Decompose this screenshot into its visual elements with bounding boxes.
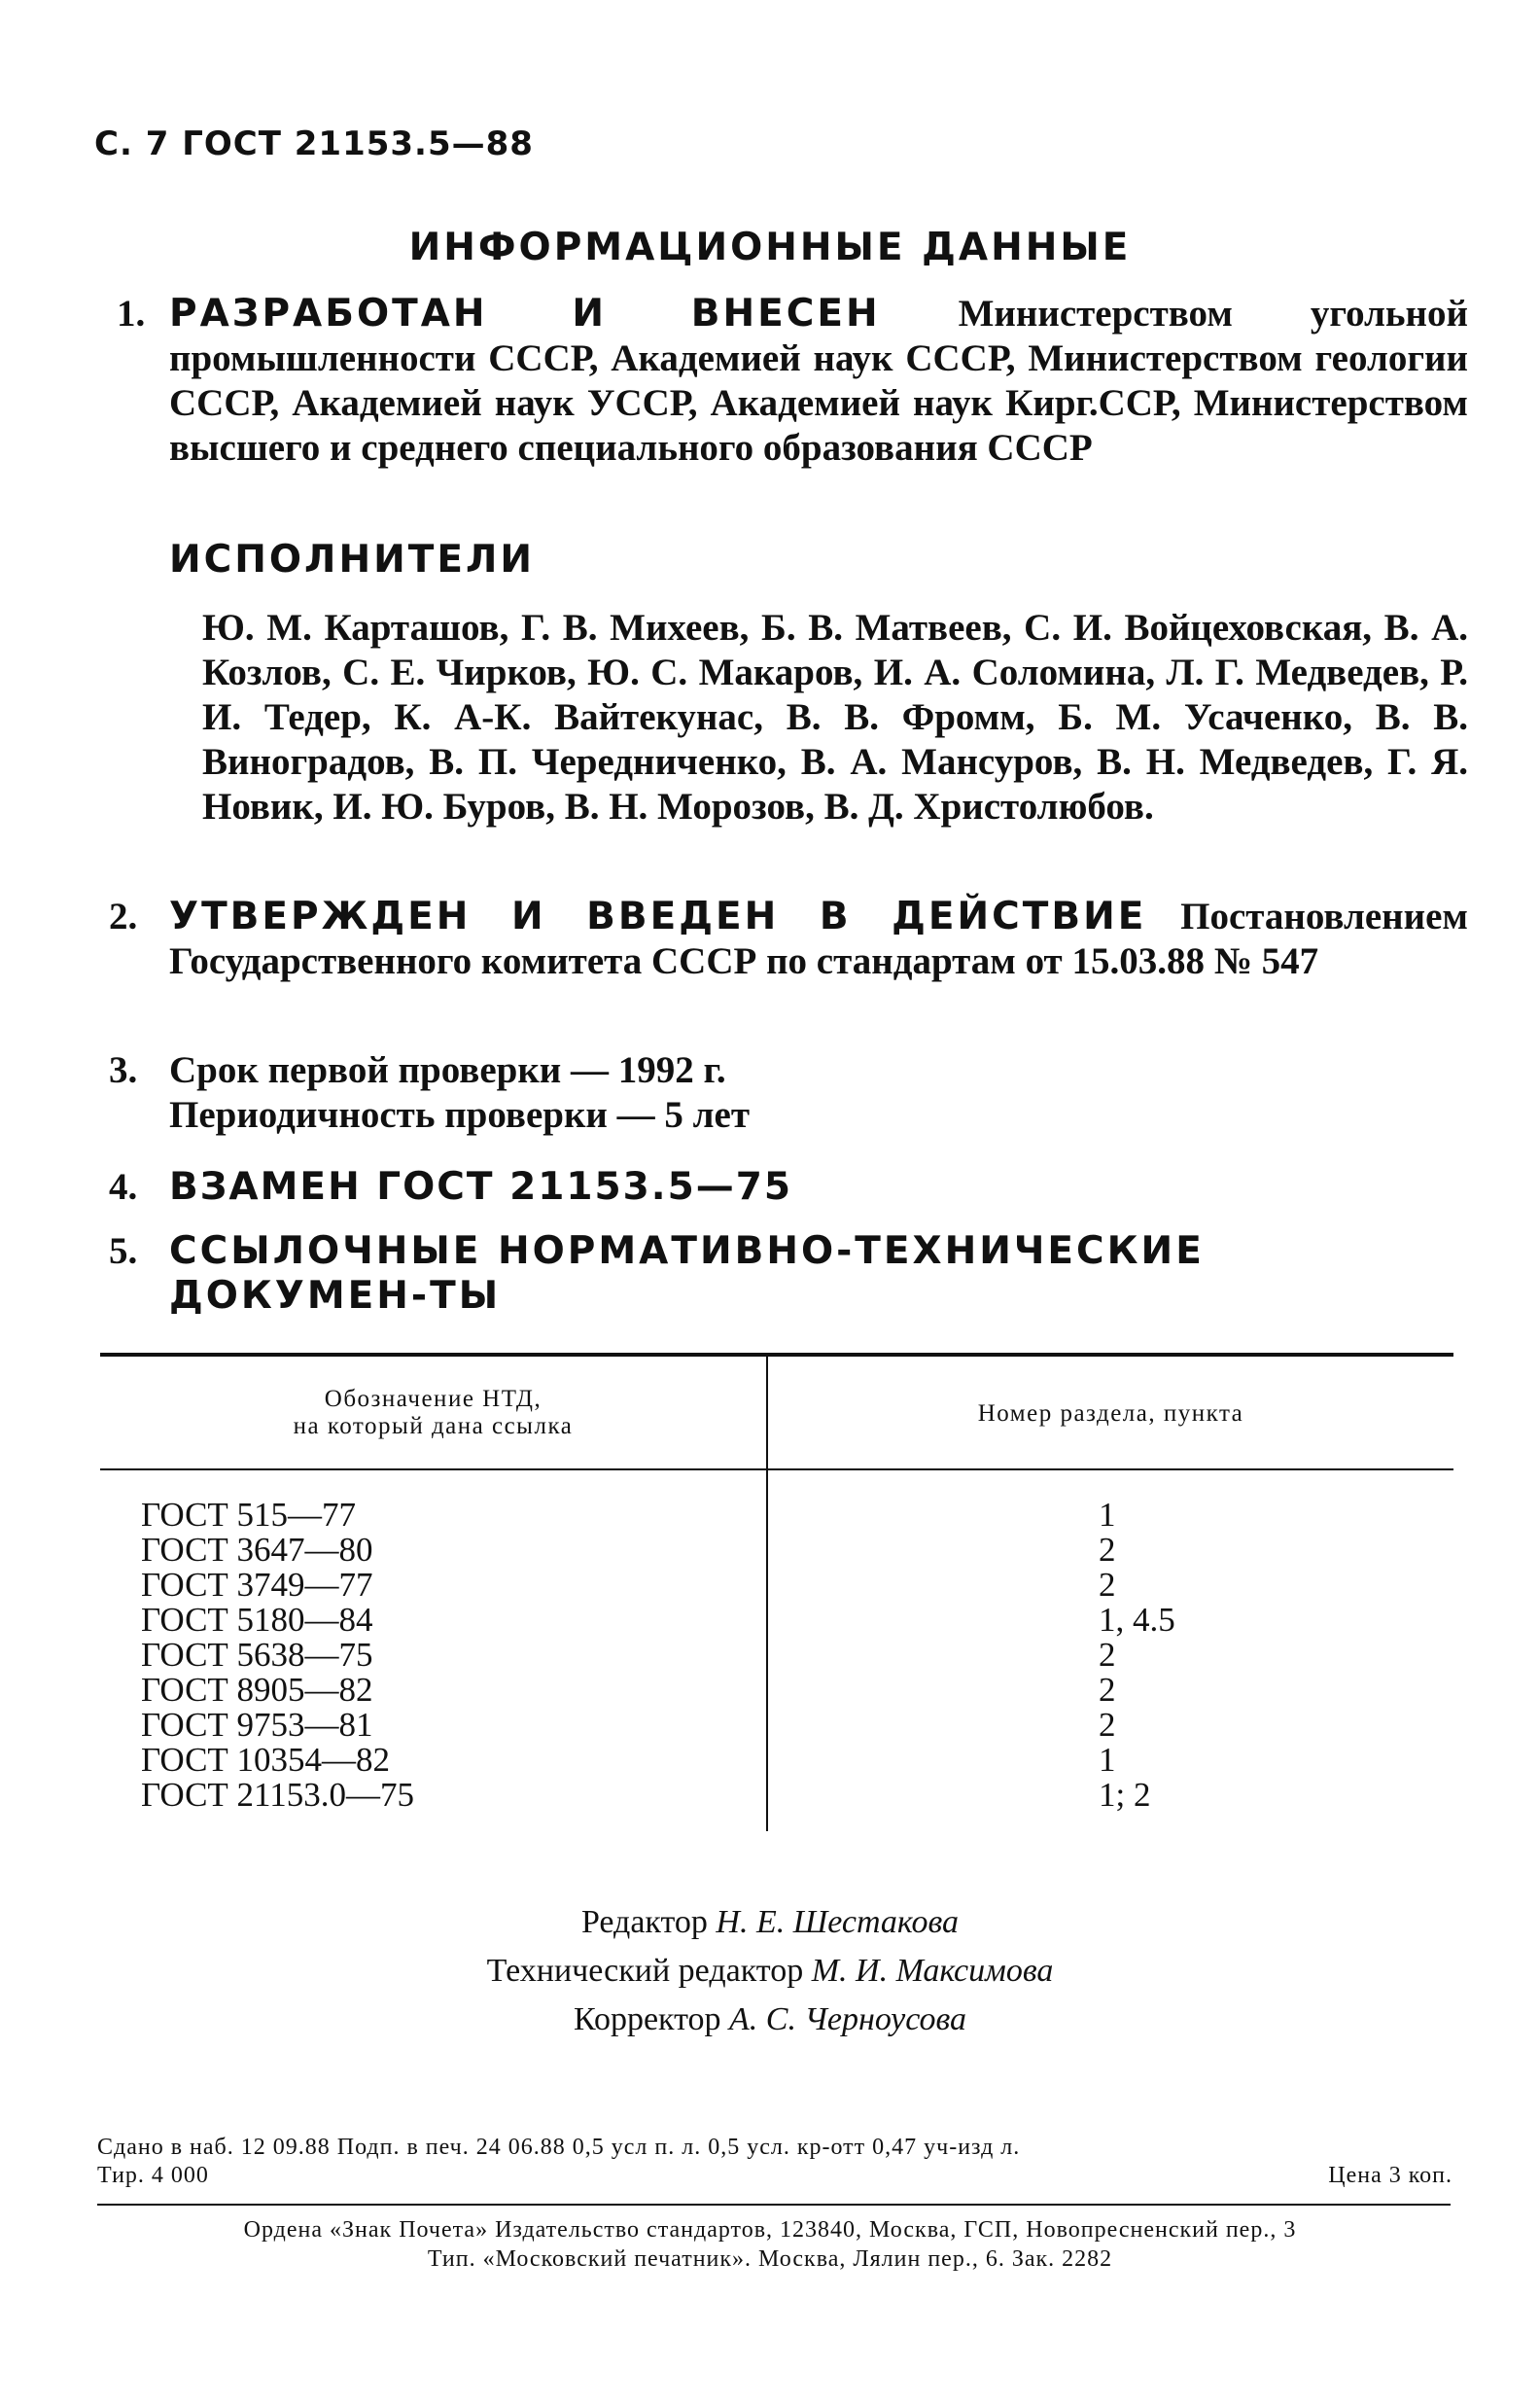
table-cell-doc: ГОСТ 3647—80 xyxy=(141,1531,373,1569)
item-4 xyxy=(109,1165,1468,1210)
table-cell-ref: 1, 4.5 xyxy=(1099,1601,1175,1639)
item-3-line1: Срок первой проверки — 1992 г. xyxy=(169,1049,726,1091)
table-header-doc xyxy=(100,1386,766,1440)
table-cell-ref: 1; 2 xyxy=(1099,1776,1151,1814)
table-cell-doc: ГОСТ 21153.0—75 xyxy=(141,1776,414,1814)
imprint-circulation: Тир. 4 000 xyxy=(97,2163,209,2188)
table-cell-doc: ГОСТ 8905—82 xyxy=(141,1671,373,1709)
item-2 xyxy=(109,895,1468,984)
item-3 xyxy=(109,1048,1468,1138)
table-cell-doc: ГОСТ 10354—82 xyxy=(141,1741,391,1779)
table-cell-ref: 2 xyxy=(1099,1636,1116,1674)
table-cell-ref: 1 xyxy=(1099,1496,1116,1534)
table-cell-ref: 2 xyxy=(1099,1531,1116,1569)
item-1-text: Министерством угольной промышленности СССР, Академией наук СССР, Министерством геологии СССР, Академией наук УССР, Академией наук Кирг.ССР, Министерством высшего и среднего специального образования СССР xyxy=(169,293,1468,469)
item-1-body xyxy=(169,292,1468,471)
table-cell-ref: 2 xyxy=(1099,1566,1116,1604)
item-1-number: 1. xyxy=(117,293,146,335)
item-2-text: Постановлением Государственного комитета СССР по стандартам от 15.03.88 № 547 xyxy=(169,896,1468,982)
item-3-line2: Периодичность проверки — 5 лет xyxy=(169,1094,750,1136)
table-header-rule xyxy=(100,1468,1453,1470)
item-1 xyxy=(117,292,1468,471)
performers-list: Ю. М. Карташов, Г. В. Михеев, Б. В. Матвеев, С. И. Войцеховская, В. А. Козлов, С. Е. Чирков, Ю. С. Макаров, И. А. Соломина, Л. Г. Медведев, Р. И. Тедер, К. А-К. Вайтекунас, В. В. Фромм, Б. М. Усаченко, В. В. Виноградов, В. П. Чередниченко, В. А. Мансуров, В. Н. Медведев, Г. Я. Новик, И. Ю. Буров, В. Н. Морозов, В. Д. Христолюбов. xyxy=(202,607,1468,828)
table-cell-doc: ГОСТ 515—77 xyxy=(141,1496,357,1534)
item-4-number: 4. xyxy=(109,1166,138,1208)
table-cell-ref: 1 xyxy=(1099,1741,1116,1779)
table-header-doc-line1: Обозначение НТД, xyxy=(324,1386,542,1412)
item-5 xyxy=(109,1229,1468,1319)
item-1-lead: РАЗРАБОТАН И ВНЕСЕН xyxy=(169,292,881,336)
credit-name: А. С. Черноусова xyxy=(729,2001,967,2037)
credit-name: Н. Е. Шестакова xyxy=(716,1904,960,1940)
credit-name: М. И. Максимова xyxy=(811,1953,1054,1989)
item-2-lead: УТВЕРЖДЕН И ВВЕДЕН В ДЕЙСТВИЕ xyxy=(169,895,1147,938)
credit-role: Редактор xyxy=(580,1904,708,1940)
page-header: С. 7 ГОСТ 21153.5—88 xyxy=(94,124,534,163)
table-cell-doc: ГОСТ 5180—84 xyxy=(141,1601,373,1639)
publisher-line-1: Ордена «Знак Почета» Издательство стандартов, 123840, Москва, ГСП, Новопресненский пер., 3 xyxy=(243,2217,1297,2243)
table-cell-ref: 2 xyxy=(1099,1706,1116,1744)
item-5-number: 5. xyxy=(109,1230,138,1272)
item-2-body xyxy=(169,895,1468,984)
imprint-divider xyxy=(97,2204,1451,2206)
credits xyxy=(0,1898,1540,2044)
table-top-rule xyxy=(100,1353,1453,1357)
credit-role: Корректор xyxy=(573,2001,721,2037)
item-5-lead: ССЫЛОЧНЫЕ НОРМАТИВНО-ТЕХНИЧЕСКИЕ ДОКУМЕН-ТЫ xyxy=(169,1229,1205,1318)
performers-heading: ИСПОЛНИТЕЛИ xyxy=(169,538,536,582)
table-cell-doc: ГОСТ 3749—77 xyxy=(141,1566,373,1604)
table-header-ref: Номер раздела, пункта xyxy=(977,1400,1244,1427)
item-2-number: 2. xyxy=(109,896,138,937)
imprint-line: Сдано в наб. 12 09.88 Подп. в печ. 24 06.88 0,5 усл п. л. 0,5 усл. кр-отт 0,47 уч-изд л. xyxy=(97,2135,1021,2160)
credit-role: Технический редактор xyxy=(486,1953,804,1989)
imprint-price: Цена 3 коп. xyxy=(1328,2163,1452,2188)
credit-proofreader xyxy=(0,1996,1540,2044)
publisher-line-2: Тип. «Московский печатник». Москва, Лялин пер., 6. Зак. 2282 xyxy=(427,2246,1113,2272)
table-cell-ref: 2 xyxy=(1099,1671,1116,1709)
item-3-number: 3. xyxy=(109,1049,138,1091)
credit-editor xyxy=(0,1898,1540,1947)
table-header-doc-line2: на который дана ссылка xyxy=(293,1413,574,1439)
item-4-lead: ВЗАМЕН ГОСТ 21153.5—75 xyxy=(169,1165,792,1209)
table-cell-doc: ГОСТ 9753—81 xyxy=(141,1706,373,1744)
credit-tech-editor xyxy=(0,1947,1540,1996)
table-cell-doc: ГОСТ 5638—75 xyxy=(141,1636,373,1674)
page-title: ИНФОРМАЦИОННЫЕ ДАННЫЕ xyxy=(408,226,1132,269)
